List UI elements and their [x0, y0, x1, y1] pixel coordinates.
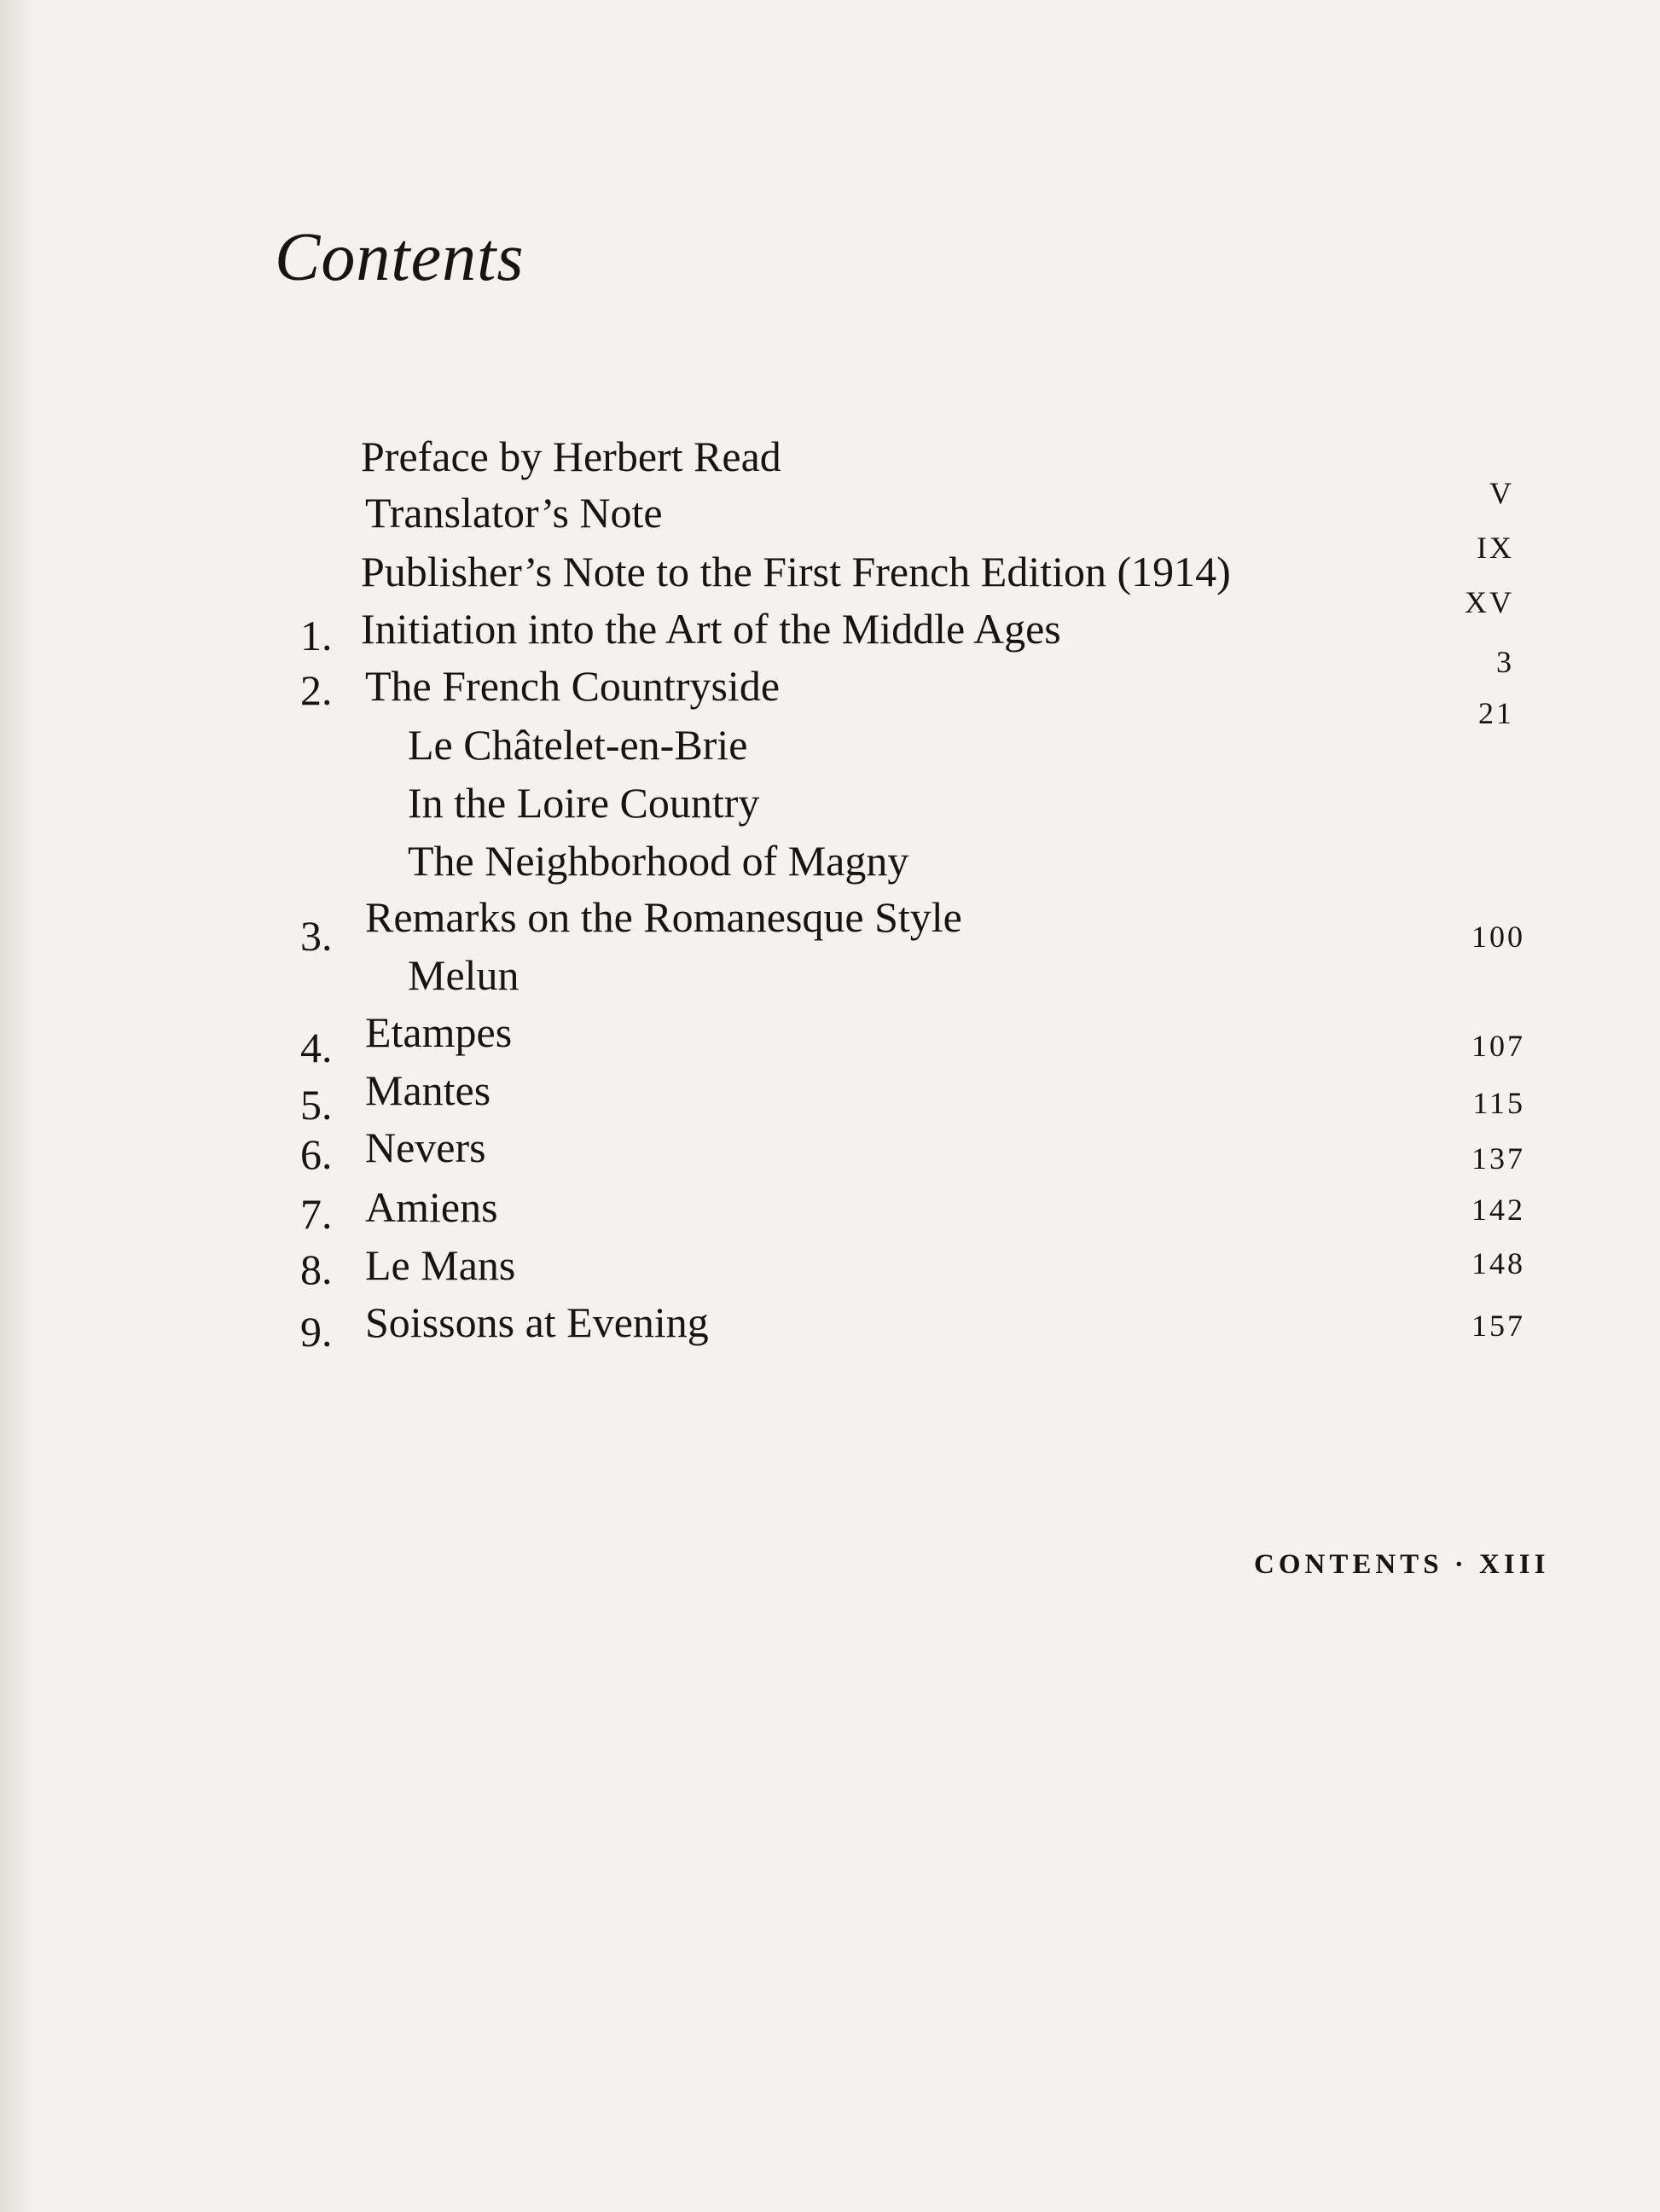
toc-entry-title: Melun	[408, 951, 519, 999]
toc-entry-page: V	[1489, 476, 1514, 510]
toc-entry-page: 100	[1471, 920, 1525, 954]
toc-entry-title: Amiens	[365, 1183, 498, 1231]
toc-entry-number: 7.	[300, 1190, 333, 1238]
toc-entry-page: 137	[1471, 1141, 1525, 1176]
toc-entry-page: 148	[1471, 1246, 1525, 1280]
toc-entry-title: Translator’s Note	[365, 489, 663, 537]
toc-entry-title: Le Mans	[365, 1241, 516, 1289]
toc-entry-page: XV	[1465, 585, 1514, 619]
toc-entry-title: The Neighborhood of Magny	[408, 837, 909, 885]
toc-entry-page: 157	[1471, 1309, 1525, 1343]
toc-entry-page: 142	[1471, 1193, 1525, 1227]
toc-entry-title: Nevers	[365, 1123, 486, 1171]
toc-entry-title: Initiation into the Art of the Middle Ages	[361, 605, 1061, 653]
toc-entry-page: IX	[1477, 531, 1514, 565]
toc-entry-title: Le Châtelet-en-Brie	[408, 721, 748, 769]
toc-entry-number: 1.	[300, 612, 333, 659]
toc-entry-number: 9.	[300, 1308, 333, 1356]
toc-entry-title: The French Countryside	[365, 662, 781, 710]
toc-entry-number: 2.	[300, 666, 333, 714]
toc-entry-page: 107	[1471, 1029, 1525, 1063]
toc-entry-page: 3	[1496, 645, 1514, 679]
page-title: Contents	[275, 220, 525, 295]
toc-entry-number: 6.	[300, 1130, 333, 1178]
toc-entry-title: Remarks on the Romanesque Style	[365, 893, 962, 941]
toc-entry-number: 3.	[300, 912, 333, 960]
toc-entry-number: 5.	[300, 1081, 333, 1129]
toc-entry-title: Etampes	[365, 1008, 513, 1056]
toc-entry-page: 21	[1478, 696, 1514, 730]
toc-entry-title: Publisher’s Note to the First French Edition (1914)	[361, 548, 1231, 595]
running-head: CONTENTS · XIII	[1254, 1549, 1550, 1580]
toc-entry-title: In the Loire Country	[408, 779, 760, 827]
toc-entry-title: Mantes	[365, 1066, 491, 1114]
toc-entry-title: Preface by Herbert Read	[361, 433, 781, 480]
toc-entry-number: 4.	[300, 1024, 333, 1071]
toc-entry-number: 8.	[300, 1245, 333, 1293]
toc-entry-title: Soissons at Evening	[365, 1298, 709, 1346]
toc-entry-page: 115	[1472, 1086, 1525, 1120]
